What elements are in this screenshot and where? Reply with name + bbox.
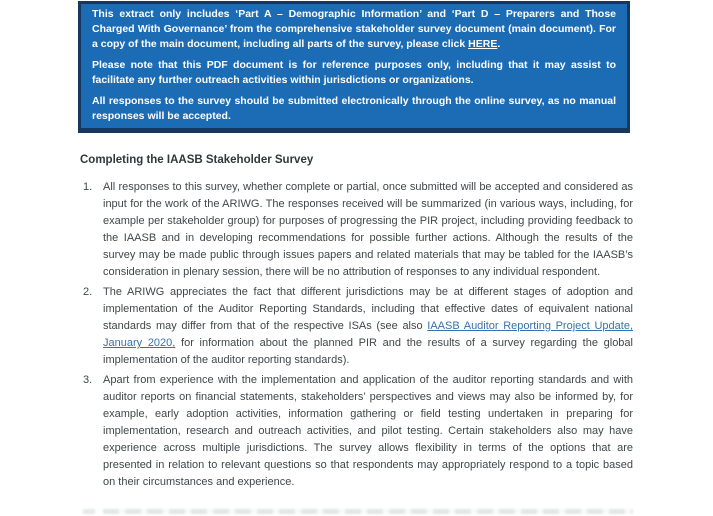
notice-box [78,1,630,133]
list-item-2-text [103,284,633,369]
here-link[interactable]: HERE [468,38,498,50]
list-item-2-text-before-link: The ARIWG appreciates the fact that different jurisdictions may be at different stages of adoption and implementation of the Auditor Reporting Standards, including that effective dates of equivalent national standards may differ from that of the respective ISAs (see also [103,286,633,332]
list-item-1 [83,179,633,281]
cutoff-next-item-number [83,509,95,514]
cutoff-text-line [103,509,633,514]
notice-paragraph-1 [92,7,616,52]
list-item-2 [83,284,633,369]
project-update-link[interactable]: IAASB Auditor Reporting Project Update, January 2020, [103,320,633,349]
notice-paragraph-1-text: This extract only includes ‘Part A – Demographic Information’ and ‘Part D – Preparers and Those Charged With Governance’ from the comprehensive stakeholder survey document (main document). For a copy of the main document, including all parts of the survey, please click [92,8,616,50]
list-item-1-number: 1. [83,181,93,193]
list-item-2-number: 2. [83,286,93,298]
section-heading: Completing the IAASB Stakeholder Survey [80,154,314,166]
notice-paragraph-2: Please note that this PDF document is for reference purposes only, including that it may assist to facilitate any further outreach activities within jurisdictions or organizations. [92,59,616,86]
document-body [80,153,633,491]
notice-paragraph-3: All responses to the survey should be submitted electronically through the online survey, as no manual responses will be accepted. [92,95,616,122]
list-item-3-text: Apart from experience with the implementation and application of the auditor reporting standards and with auditor reports on financial statements, stakeholders’ perspectives and views may also be informed by, for example, early adoption activities, information gathering or field testing undertaken in preparing for implementation, research and outreach activities, and pilot testing. Certain stakeholders also may have experience across multiple jurisdictions. The survey allows flexibility in terms of the options that are presented in relation to relevant questions so that respondents may appropriately respond to a topic based on their circumstances and experience. [103,374,633,488]
list-item-3-number: 3. [83,374,93,386]
list-item-1-text: All responses to this survey, whether complete or partial, once submitted will be accepted and considered as input for the work of the ARIWG. The responses received will be summarized (in various ways, including, for example per stakeholder group) for purposes of progressing the PIR project, including providing feedback to the IAASB and in developing recommendations for possible further actions. Although the results of the survey may be made public through issues papers and related materials that may be tabled for the IAASB’s consideration in plenary session, there will be no attribution of responses to any individual respondent. [103,181,633,278]
list-item-2-text-after-link: for information about the planned PIR and the results of a survey regarding the global implementation of the auditor reporting standards). [103,337,633,366]
list-item-3 [83,372,633,491]
notice-paragraph-1-period: . [497,38,501,50]
